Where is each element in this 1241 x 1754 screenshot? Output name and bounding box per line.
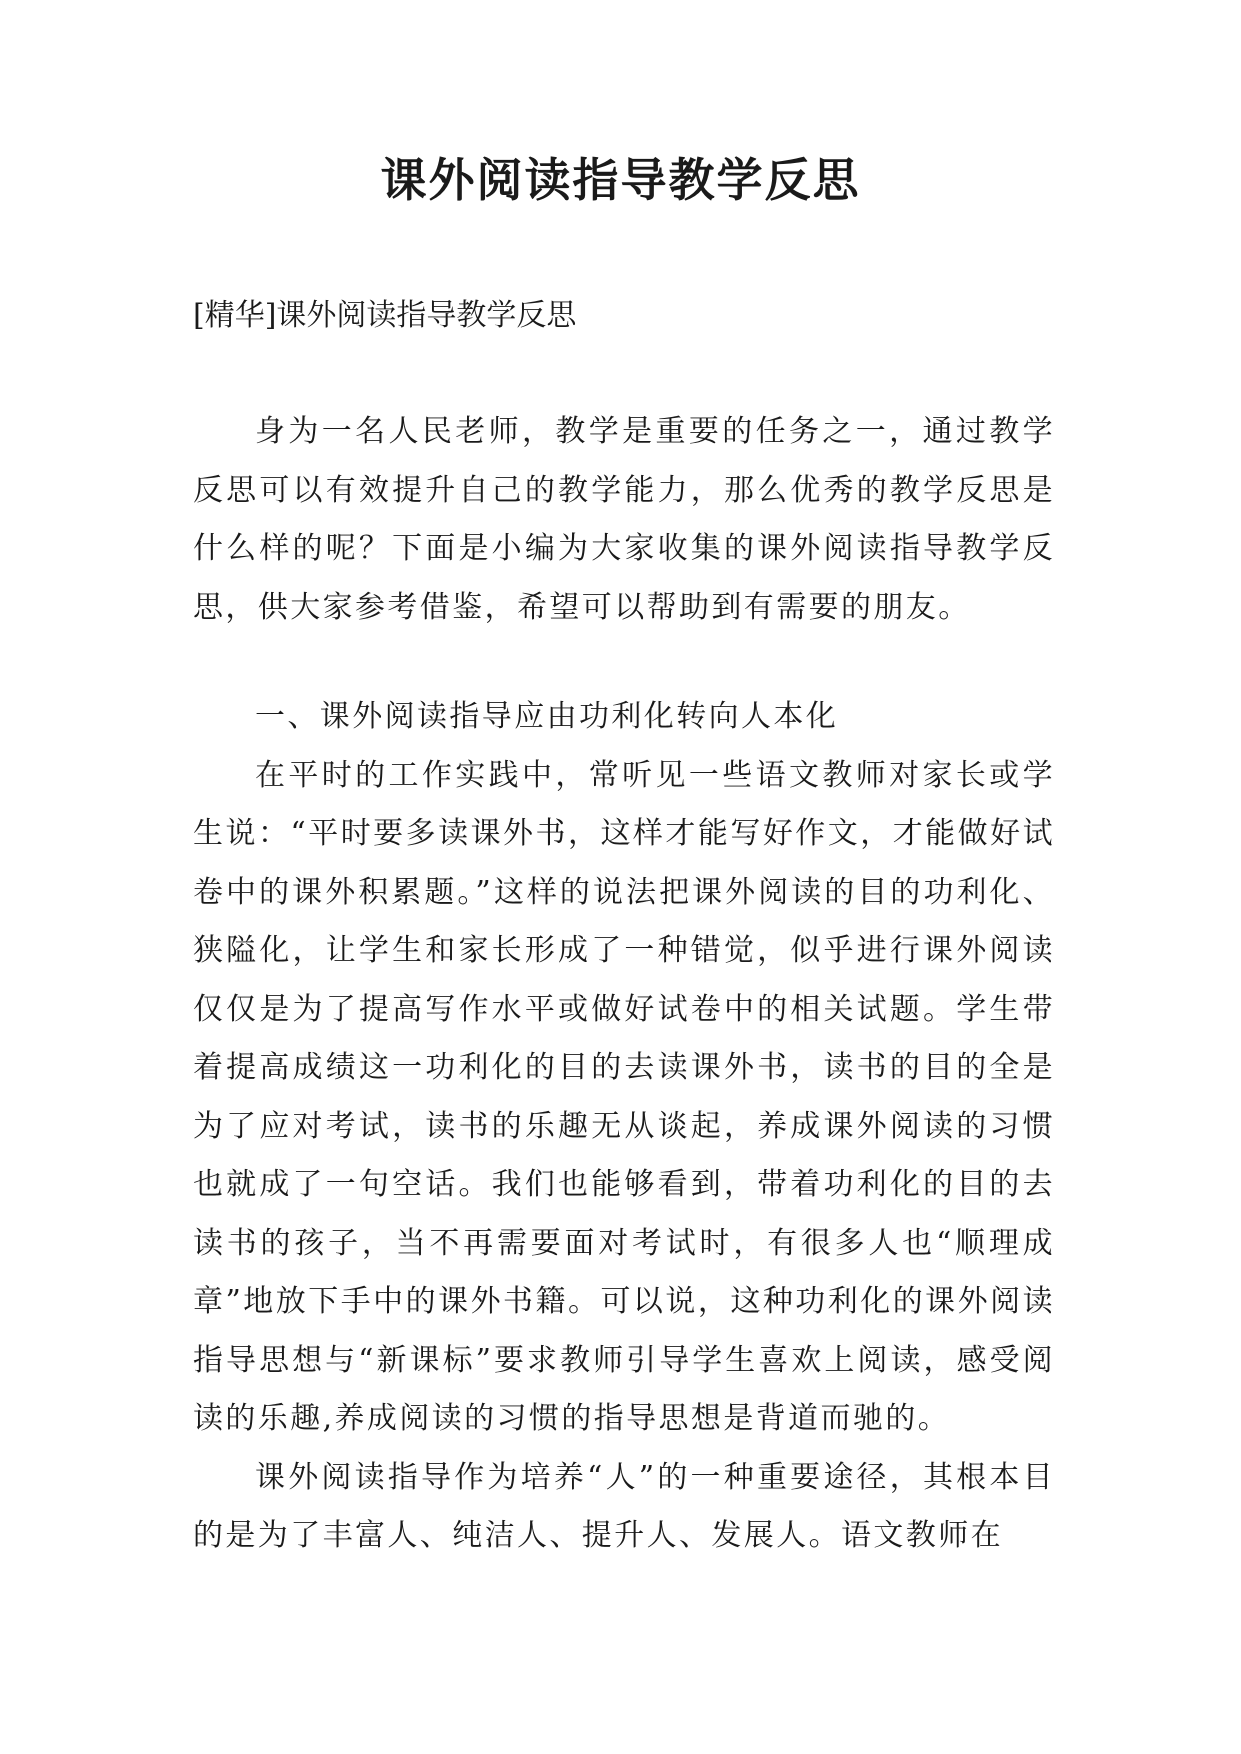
section-block: [193, 688, 1055, 1566]
body-paragraph-1: 在平时的工作实践中，常听见一些语文教师对家长或学生说：“平时要多读课外书，这样才能写好作文，才能做好试卷中的课外积累题。”这样的说法把课外阅读的目的功利化、狭隘化，让学生和家长形成了一种错觉，似乎进行课外阅读仅仅是为了提高写作水平或做好试卷中的相关试题。学生带着提高成绩这一功利化的目的去读课外书，读书的目的全是为了应对考试，读书的乐趣无从谈起，养成课外阅读的习惯也就成了一句空话。我们也能够看到，带着功利化的目的去读书的孩子，当不再需要面对考试时，有很多人也“顺理成章”地放下手中的课外书籍。可以说，这种功利化的课外阅读指导思想与“新课标”要求教师引导学生喜欢上阅读，感受阅读的乐趣,养成阅读的习惯的指导思想是背道而驰的。: [193, 757, 1055, 1436]
document-subtitle: [精华]课外阅读指导教学反思: [193, 298, 577, 333]
intro-paragraph: 身为一名人民老师，教学是重要的任务之一，通过教学反思可以有效提升自己的教学能力，那么优秀的教学反思是什么样的呢？下面是小编为大家收集的课外阅读指导教学反思，供大家参考借鉴，希望可以帮助到有需要的朋友。: [193, 414, 1055, 625]
section-heading: 一、课外阅读指导应由功利化转向人本化: [255, 699, 839, 734]
document-title: 课外阅读指导教学反思: [380, 153, 861, 207]
intro-block: [193, 403, 1055, 637]
body-paragraph-2: 课外阅读指导作为培养“人”的一种重要途径，其根本目的是为了丰富人、纯洁人、提升人、发展人。语文教师在: [193, 1459, 1055, 1553]
